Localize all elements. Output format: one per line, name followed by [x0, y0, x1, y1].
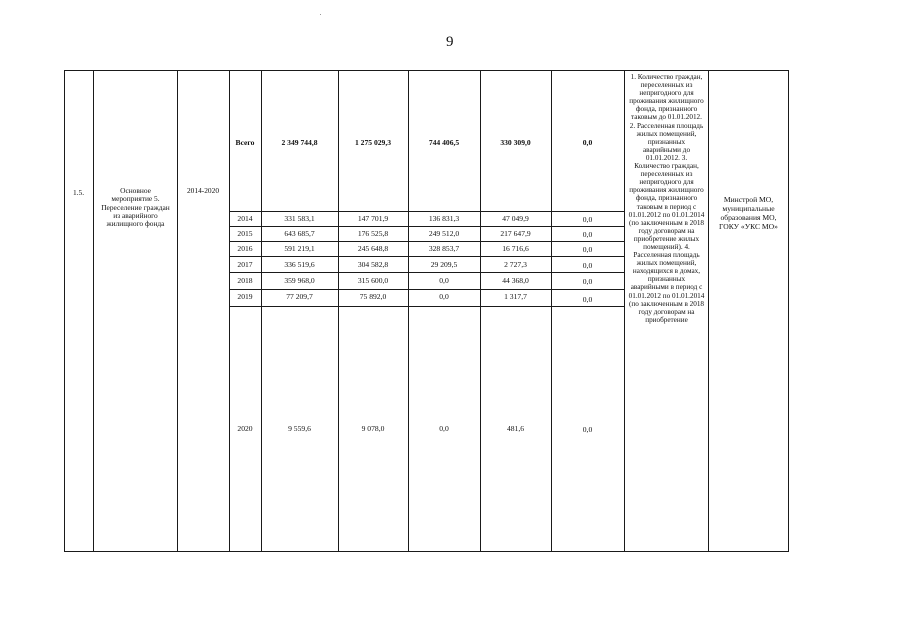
row-period: 2014-2020 [186, 186, 220, 195]
year-value: 304 582,8 [357, 260, 389, 269]
year-label: 2017 [237, 260, 253, 269]
row-name: Основное мероприятие 5. Переселение граждан из аварийного жилищного фонда [101, 186, 170, 229]
year-value: 245 648,8 [357, 244, 389, 253]
year-value: 643 685,7 [284, 229, 315, 238]
year-label: 2015 [237, 229, 253, 238]
total-value: 330 309,0 [500, 138, 531, 147]
year-value: 0,0 [582, 261, 593, 270]
year-value: 44 368,0 [502, 276, 529, 285]
year-value: 0,0 [439, 276, 449, 285]
year-value: 2 727,3 [504, 260, 527, 269]
year-value: 136 831,3 [428, 214, 460, 223]
year-value: 0,0 [582, 230, 593, 239]
year-value: 16 716,6 [502, 244, 529, 253]
year-value: 47 049,9 [502, 214, 529, 223]
year-label: 2020 [237, 424, 253, 433]
row-number: 1.5. [72, 188, 85, 197]
total-value: 2 349 744,8 [281, 138, 318, 147]
year-value: 0,0 [582, 425, 593, 434]
year-value: 0,0 [439, 424, 449, 433]
year-label: 2018 [237, 276, 253, 285]
year-value: 29 209,5 [430, 260, 458, 269]
year-value: 249 512,0 [428, 229, 460, 238]
year-value: 359 968,0 [284, 276, 315, 285]
total-value: 1 275 029,3 [354, 138, 392, 147]
year-value: 0,0 [582, 295, 593, 304]
year-label: 2016 [237, 244, 253, 253]
year-value: 0,0 [439, 292, 449, 301]
year-value: 331 583,1 [284, 214, 315, 223]
year-value: 75 892,0 [359, 292, 387, 301]
year-value: 217 647,9 [500, 229, 531, 238]
year-label: 2014 [237, 214, 253, 223]
year-label: 2019 [237, 292, 253, 301]
year-value: 0,0 [582, 215, 593, 224]
year-value: 9 078,0 [361, 424, 385, 433]
year-value: 591 219,1 [284, 244, 315, 253]
year-value: 481,6 [506, 424, 525, 433]
year-value: 9 559,6 [288, 424, 311, 433]
year-value: 328 853,7 [428, 244, 460, 253]
year-value: 77 209,7 [286, 292, 313, 301]
total-label: Всего [235, 138, 255, 147]
year-value: 0,0 [582, 277, 593, 286]
year-value: 315 600,0 [357, 276, 389, 285]
total-value: 744 406,5 [428, 138, 460, 147]
executors-text: Минстрой МО, муниципальные образования МО, ГОКУ «УКС МО» [719, 195, 778, 231]
year-value: 336 519,6 [284, 260, 315, 269]
total-value: 0,0 [582, 138, 593, 147]
scan-dot [320, 14, 321, 15]
year-value: 176 525,8 [357, 229, 389, 238]
page-number: 9 [446, 34, 454, 50]
indicators-text: 1. Количество граждан, переселенных из непригодного для проживания жилищного фонда, признанного таковым до 01.01.2012. 2. Расселенная площадь жилых помещений, признанных аварийными до 01.01.2012. 3. Количество граждан, переселенных из непригодного для проживания жилищного фонда, признанного таковым в период с 01.01.2012 по 01.01.2014 (по заключенным в 2018 году договорам на приобретение жилых помещений). 4. Расселенная площадь жилых помещений, находящихся в домах, признанных аварийными в период с 01.01.2012 по 01.01.2014 (по заключенным в 2018 году договорам на приобретение [628, 73, 705, 324]
year-value: 147 701,9 [357, 214, 389, 223]
year-value: 0,0 [582, 245, 593, 254]
year-value: 1 317,7 [504, 292, 527, 301]
